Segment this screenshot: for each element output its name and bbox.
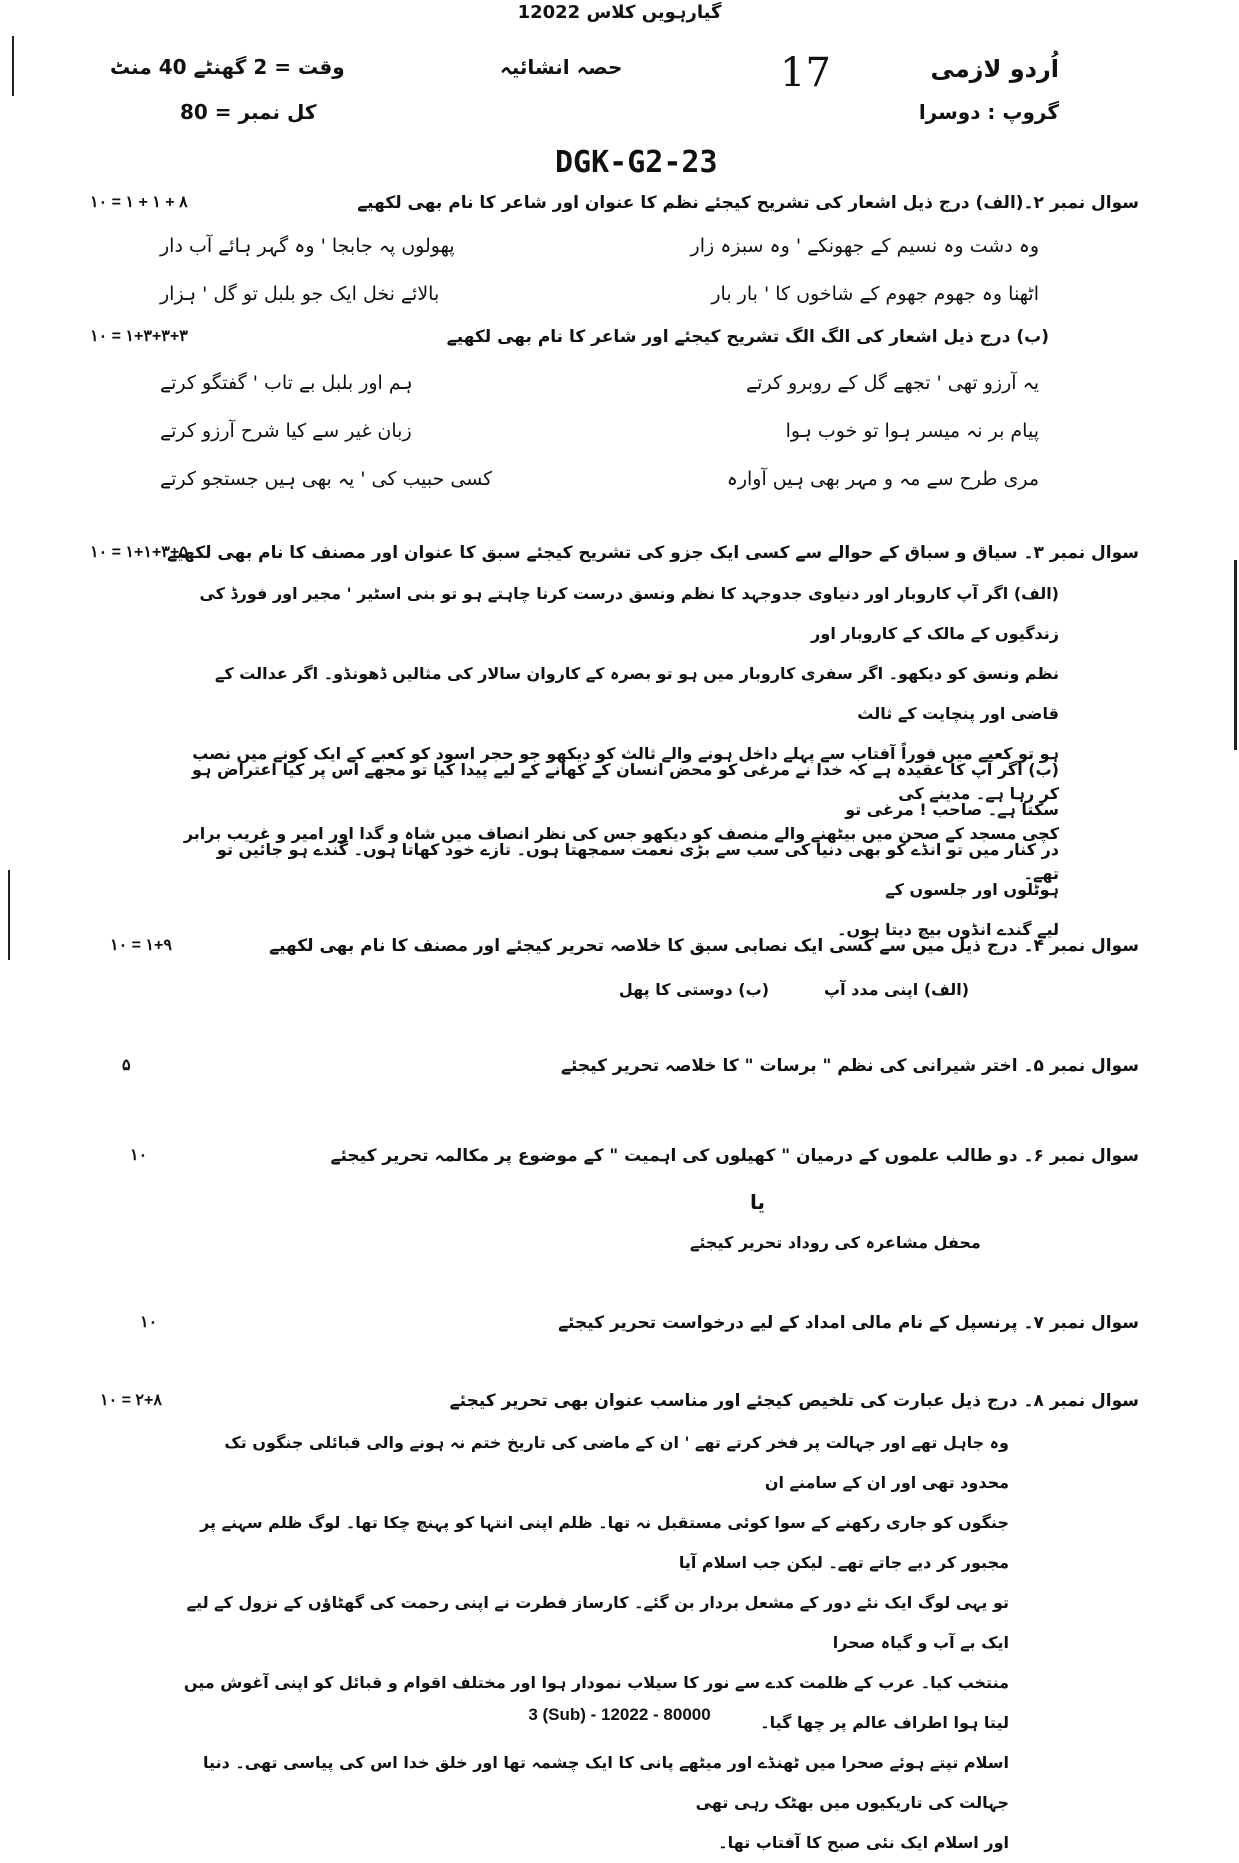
q2-marks: ۱۰ = ۱ + ۱ + ۸ (90, 194, 188, 211)
q3b-line-3: لیے گندے انڈوں بیچ دیتا ہوں۔ (837, 920, 1059, 939)
paper-code: DGK-G2-23 (555, 145, 718, 180)
section-label: حصہ انشائیہ (500, 55, 623, 79)
q5-label: سوال نمبر ۵۔ اختر شیرانی کی نظم " برسات " کا خلاصہ تحریر کیجئے (561, 1056, 1139, 1076)
q2b-verse-1-left: ہم اور بلبل بے تاب ' گفتگو کرتے (160, 372, 413, 394)
header-top-line: گیارہویں کلاس 12022 (517, 2, 722, 23)
q2a-verse-2-left: بالائے نخل ایک جو بلبل تو گل ' ہزار (160, 283, 440, 305)
q8-line-3: تو یہی لوگ ایک نئے دور کے مشعل بردار بن گئے۔ کارساز فطرت نے اپنی رحمت کی گھٹاؤں کے نزول کے لیے ایک بے آب و گیاہ صحرا (186, 1593, 1009, 1652)
q3-marks: ۱۰ = ۱+۱+۳+۵ (90, 544, 188, 561)
q3a-line-1: (الف) اگر آپ کاروبار اور دنیاوی جدوجہد کا نظم ونسق درست کرنا چاہتے ہو تو بنی اسٹیر ' مجیر اور فورڈ کی زندگیوں کے مالک کے کاروبار اور (199, 584, 1059, 643)
time-label: وقت = 2 گھنٹے 40 منٹ (110, 55, 345, 79)
q3a-line-3: ہو تو کعبے میں فوراً آفتاب سے پہلے داخل ہونے والے ثالث کو دیکھو جو حجر اسود کو کعبے کے ایک کونے میں نصب کر رہا ہے۔ مدینے کی (192, 744, 1059, 803)
q6-or: یا (750, 1190, 766, 1214)
q8-line-4: منتخب کیا۔ عرب کے ظلمت کدے سے نور کا سیلاب نمودار ہوا اور مختلف اقوام و قبائل کو اپنی آغوش میں لیتا ہوا اطراف عالم پر چھا گیا۔ (183, 1673, 1009, 1732)
q3b-line-2: در کنار میں تو انڈے کو بھی دنیا کی سب سے بڑی نعمت سمجھتا ہوں۔ تازے خود کھاتا ہوں۔ گندے ہو جائیں تو ہوٹلوں اور جلسوں کے (216, 840, 1059, 899)
q3-part-b (179, 750, 1059, 950)
q8-label: سوال نمبر ۸۔ درج ذیل عبارت کی تلخیص کیجئے اور مناسب عنوان بھی تحریر کیجئے (449, 1391, 1139, 1411)
q2b-marks: ۱۰ = ۱+۳+۳+۳ (90, 328, 188, 345)
q3-label: سوال نمبر ۳۔ سیاق و سباق کے حوالے سے کسی ایک جزو کی تشریح کیجئے سبق کا عنوان اور مصنف کا نام بھی لکھیے (167, 543, 1139, 563)
total-marks-label: کل نمبر = 80 (180, 100, 317, 124)
q5-marks: ۵ (122, 1057, 131, 1074)
q3b-line-1: (ب) اگر آپ کا عقیدہ ہے کہ خدا نے مرغی کو محض انسان کے کھانے کے لیے پیدا کیا تو مجھے اس پر کیا اعتراض ہو سکتا ہے۔ صاحب ! مرغی تو (192, 760, 1059, 819)
q4-label: سوال نمبر ۴۔ درج ذیل میں سے کسی ایک نصابی سبق کا خلاصہ تحریر کیجئے اور مصنف کا نام بھی لکھیے (269, 936, 1139, 956)
q2a-verse-1-left: پھولوں پہ جابجا ' وہ گہر ہائے آب دار (160, 235, 455, 257)
q2b-verse-3-left: کسی حبیب کی ' یہ بھی ہیں جستجو کرتے (160, 468, 493, 490)
scan-edge-line-left-2 (8, 870, 10, 960)
q8-passage (179, 1423, 1009, 1863)
q2b-verse-3-right: مری طرح سے مہ و مہر بھی ہیں آوارہ (726, 468, 1039, 490)
q3a-line-2: نظم ونسق کو دیکھو۔ اگر سفری کاروبار میں ہو تو بصرہ کے کاروان سالار کی مثالیں ڈھونڈو۔ اگر عدالت کے قاضی اور پنچایت کے ثالث (214, 664, 1059, 723)
q8-line-2: جنگوں کو جاری رکھنے کے سوا کوئی مستقبل نہ تھا۔ ظلم اپنی انتہا کو پہنچ چکا تھا۔ لوگ ظلم سہنے پر مجبور کر دیے جاتے تھے۔ لیکن جب اسلام آیا (200, 1513, 1009, 1572)
footer-code: 3 (Sub) - 12022 - 80000 (528, 1705, 711, 1724)
q8-line-1: وہ جاہل تھے اور جہالت پر فخر کرتے تھے ' ان کے ماضی کی تاریخ ختم نہ ہونے والی قبائلی جنگوں تک محدود تھی اور ان کے سامنے ان (224, 1433, 1009, 1492)
q4-option-a: (الف) اپنی مدد آپ (823, 980, 969, 999)
q8-line-6: اور اسلام ایک نئی صبح کا آفتاب تھا۔ (718, 1833, 1009, 1852)
q7-marks: ۱۰ (140, 1314, 158, 1331)
q2-label: سوال نمبر ۲۔(الف) درج ذیل اشعار کی تشریح کیجئے نظم کا عنوان اور شاعر کا نام بھی لکھیے (357, 193, 1139, 213)
q4-option-b: (ب) دوستی کا پھل (618, 980, 769, 999)
q6-alt: محفل مشاعرہ کی روداد تحریر کیجئے (690, 1233, 981, 1252)
q8-line-5: اسلام تپتے ہوئے صحرا میں ٹھنڈے اور میٹھے پانی کا ایک چشمہ تھا اور خلق خدا اس کی پیاسی تھی۔ دنیا جہالت کی تاریکیوں میں بھٹک رہی تھی (203, 1753, 1009, 1812)
q6-marks: ۱۰ (130, 1147, 148, 1164)
q2b-verse-2-left: زبان غیر سے کیا شرح آرزو کرتے (160, 420, 412, 442)
q8-marks: ۱۰ = ۲+۸ (100, 1392, 162, 1409)
q7-label: سوال نمبر ۷۔ پرنسپل کے نام مالی امداد کے لیے درخواست تحریر کیجئے (558, 1313, 1139, 1333)
q3a-line-4: کچی مسجد کے صحن میں بیٹھنے والے منصف کو دیکھو جس کی نظر انصاف میں شاہ و گدا اور امیر و غریب برابر تھے۔ (183, 824, 1059, 883)
q4-marks: ۱۰ = ۱+۹ (110, 937, 172, 954)
handwritten-mark: 17 (780, 50, 831, 96)
q2b-label: (ب) درج ذیل اشعار کی الگ الگ تشریح کیجئے اور شاعر کا نام بھی لکھیے (446, 327, 1049, 347)
q2a-verse-1-right: وہ دشت وہ نسیم کے جھونکے ' وہ سبزہ زار (690, 235, 1039, 257)
q2a-verse-2-right: اٹھنا وہ جھوم جھوم کے شاخوں کا ' بار بار (711, 283, 1039, 305)
subject-title: اُردو لازمی (930, 55, 1059, 83)
scan-edge-line-left (12, 36, 14, 96)
q6-label: سوال نمبر ۶۔ دو طالب علموں کے درمیان " کھیلوں کی اہمیت " کے موضوع پر مکالمہ تحریر کیجئے (330, 1146, 1139, 1166)
group-label: گروپ : دوسرا (918, 100, 1059, 124)
q2b-verse-2-right: پیام بر نہ میسر ہوا تو خوب ہوا (785, 420, 1039, 442)
q2b-verse-1-right: یہ آرزو تھی ' تجھے گل کے روبرو کرتے (746, 372, 1039, 394)
scan-edge-line-right (1234, 560, 1237, 750)
